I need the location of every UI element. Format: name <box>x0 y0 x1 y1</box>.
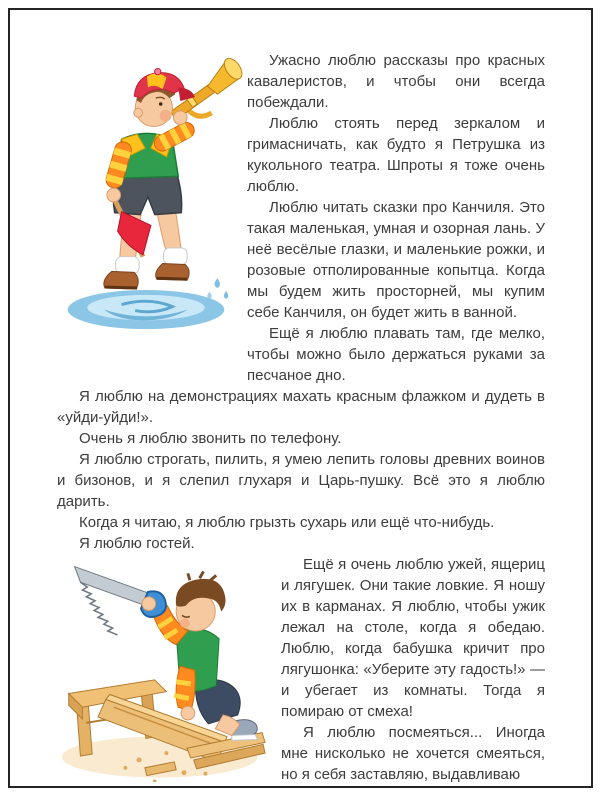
story-paragraph: Люблю стоять перед зеркалом и гримасничать, как будто я Петрушка из кукольного театра. Шпроты я тоже очень люблю. <box>247 115 545 195</box>
story-paragraph: Ещё я очень люблю ужей, ящериц и лягушек. Они такие ловкие. Я ношу их в карманах. Я люблю, чтобы ужик лежал на столе, когда я обедаю. Люблю, когда бабушка кричит про лягушонка: «Уберите эту гадость!» — и убегает из комнаты. Тогда я помираю от смеха! <box>281 556 545 720</box>
hand-flag <box>107 188 121 202</box>
boy-trumpet-drawing <box>57 50 239 348</box>
book-page <box>8 8 593 788</box>
boy-sawing-drawing <box>57 556 267 782</box>
story-paragraph: Ужасно люблю рассказы про красных кавалеристов, и чтобы они всегда побеждали. <box>247 52 545 111</box>
hand-trumpet <box>173 111 187 125</box>
story-paragraph: Люблю читать сказки про Канчиля. Это такая маленькая, умная и озорная лань. У неё весёлые глазки, и маленькие рожки, и розовые отполированные копытца. Когда мы будем жить просторней, мы купим себе Канчиля, он будет жить в ванной. <box>247 199 545 321</box>
legs <box>104 210 189 289</box>
story-paragraph: Я люблю строгать, пилить, я умею лепить головы древних воинов и бизонов, и я слепил глухаря и Царь-пушку. Всё это я люблю дарить. <box>57 451 545 510</box>
illustration-boy-sawing <box>57 556 267 782</box>
hand-saw <box>75 567 166 635</box>
story-paragraph: Когда я читаю, я люблю грызть сухарь или ещё что-нибудь. <box>79 514 495 531</box>
illustration-boy-trumpet <box>57 50 235 364</box>
story-paragraph: Очень я люблю звонить по телефону. <box>79 430 342 447</box>
puddle <box>68 278 229 329</box>
story-paragraph: Я люблю посмеяться... Иногда мне нисколько не хочется смеяться, но я себя заставляю, выдавливаю <box>281 724 545 782</box>
story-paragraph: Я люблю на демонстрациях махать красным флажком и дудеть в «уйди-уйди!». <box>57 388 545 426</box>
story-paragraph: Ещё я люблю плавать там, где мелко, чтобы можно было держаться руками за песчаное дно. <box>247 325 545 384</box>
story-text <box>57 50 545 782</box>
story-paragraph: Я люблю гостей. <box>79 535 195 552</box>
